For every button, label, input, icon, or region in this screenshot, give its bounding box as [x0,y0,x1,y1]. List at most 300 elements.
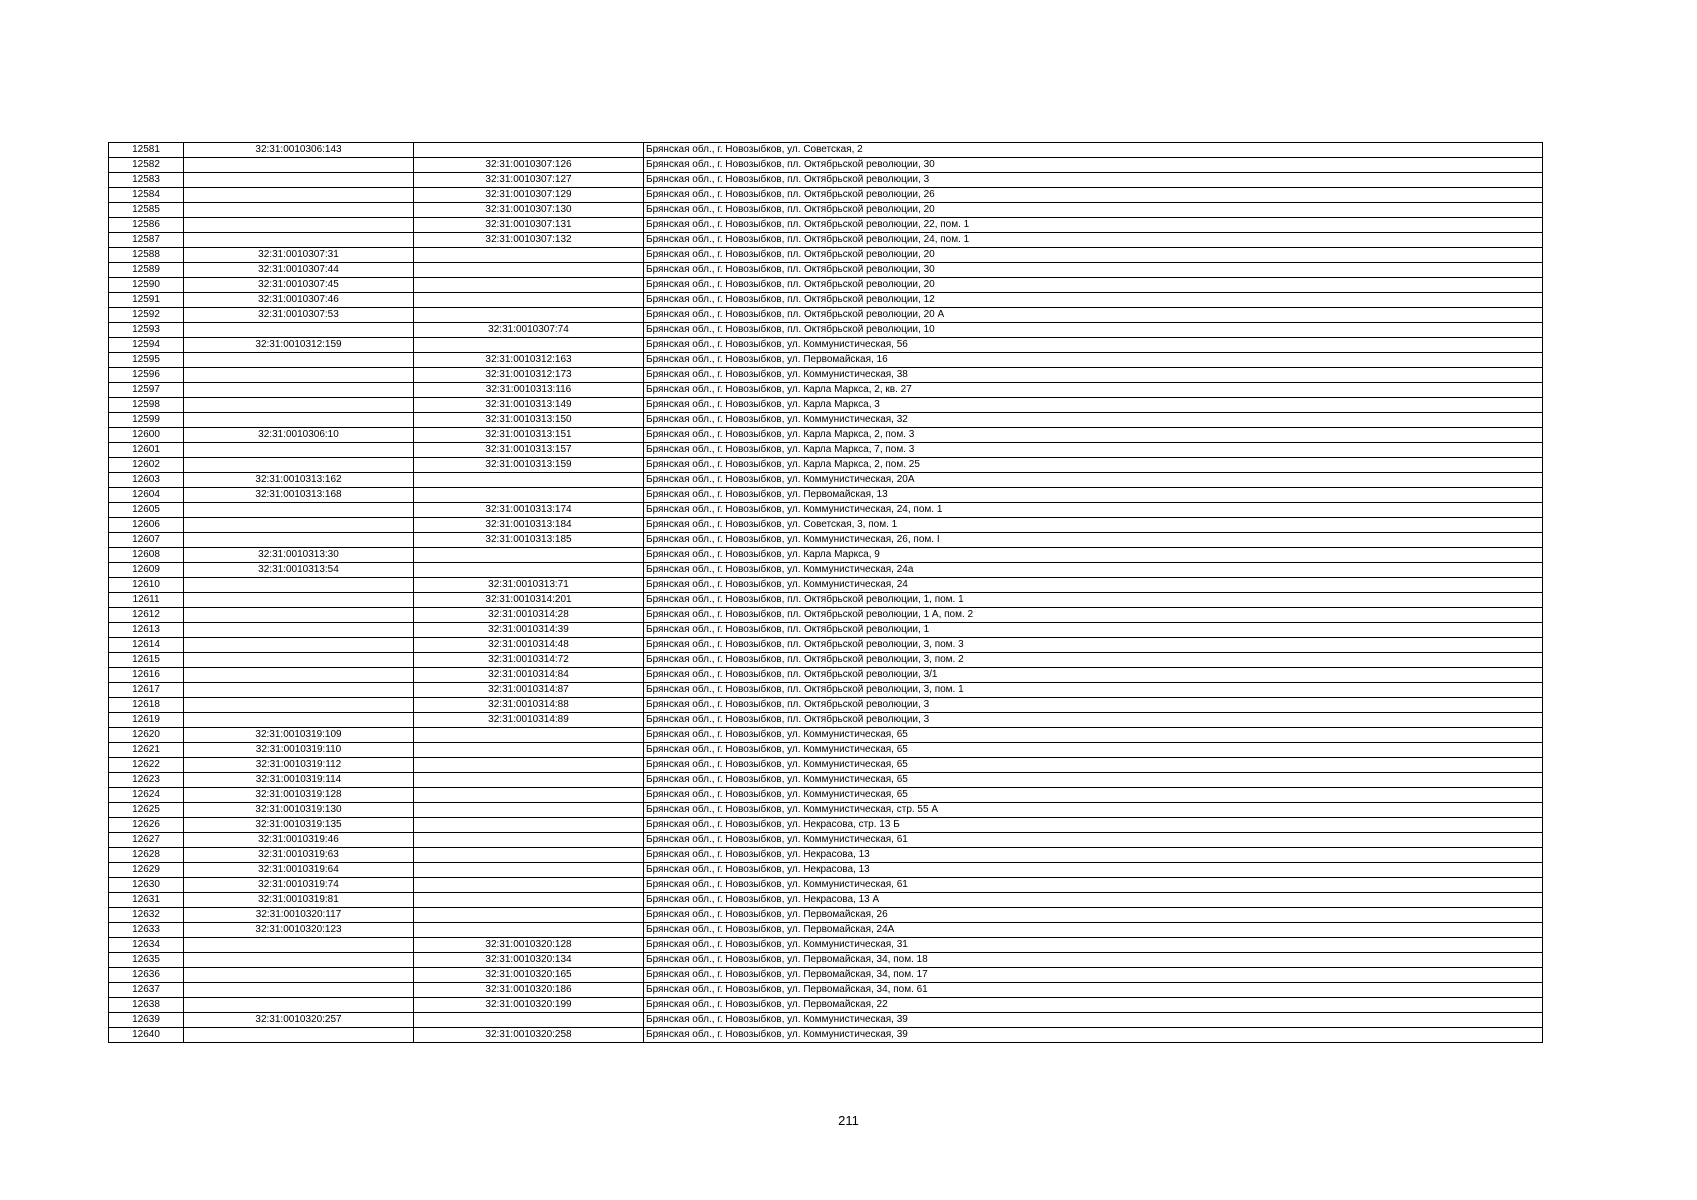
cadastral-number-alt-cell [414,833,644,848]
row-number-cell: 12627 [109,833,184,848]
table-row [109,983,1543,998]
cadastral-number-alt-cell: 32:31:0010314:48 [414,638,644,653]
address-cell: Брянская обл., г. Новозыбков, пл. Октябрьской революции, 22, пом. 1 [644,218,1543,233]
table-row [109,338,1543,353]
cadastral-number-cell: 32:31:0010319:63 [184,848,414,863]
table-row [109,683,1543,698]
table-row [109,743,1543,758]
address-cell: Брянская обл., г. Новозыбков, ул. Советская, 2 [644,143,1543,158]
cadastral-number-alt-cell [414,548,644,563]
cadastral-number-cell: 32:31:0010319:114 [184,773,414,788]
cadastral-number-cell [184,458,414,473]
address-cell: Брянская обл., г. Новозыбков, пл. Октябрьской революции, 20 [644,278,1543,293]
address-cell: Брянская обл., г. Новозыбков, ул. Первомайская, 13 [644,488,1543,503]
row-number-cell: 12599 [109,413,184,428]
address-cell: Брянская обл., г. Новозыбков, ул. Коммунистическая, 31 [644,938,1543,953]
table-row [109,1028,1543,1043]
cadastral-number-alt-cell: 32:31:0010313:149 [414,398,644,413]
address-cell: Брянская обл., г. Новозыбков, пл. Октябрьской революции, 3 [644,698,1543,713]
row-number-cell: 12612 [109,608,184,623]
table-row [109,203,1543,218]
cadastral-number-cell: 32:31:0010319:81 [184,893,414,908]
address-cell: Брянская обл., г. Новозыбков, пл. Октябрьской революции, 10 [644,323,1543,338]
table-row [109,293,1543,308]
row-number-cell: 12616 [109,668,184,683]
cadastral-number-alt-cell [414,248,644,263]
row-number-cell: 12631 [109,893,184,908]
table-row [109,563,1543,578]
cadastral-number-cell [184,173,414,188]
cadastral-number-cell [184,698,414,713]
address-cell: Брянская обл., г. Новозыбков, ул. Коммунистическая, 65 [644,743,1543,758]
cadastral-number-cell: 32:31:0010312:159 [184,338,414,353]
row-number-cell: 12619 [109,713,184,728]
cadastral-number-cell [184,233,414,248]
row-number-cell: 12595 [109,353,184,368]
cadastral-number-alt-cell [414,758,644,773]
table-row [109,533,1543,548]
cadastral-number-alt-cell [414,488,644,503]
property-registry-table [108,142,1543,1043]
cadastral-number-alt-cell: 32:31:0010313:174 [414,503,644,518]
cadastral-number-cell [184,593,414,608]
table-row [109,413,1543,428]
address-cell: Брянская обл., г. Новозыбков, пл. Октябрьской революции, 3/1 [644,668,1543,683]
row-number-cell: 12626 [109,818,184,833]
cadastral-number-cell: 32:31:0010306:10 [184,428,414,443]
row-number-cell: 12593 [109,323,184,338]
address-cell: Брянская обл., г. Новозыбков, ул. Коммунистическая, 56 [644,338,1543,353]
cadastral-number-cell: 32:31:0010307:46 [184,293,414,308]
table-row [109,698,1543,713]
cadastral-number-cell [184,683,414,698]
row-number-cell: 12620 [109,728,184,743]
row-number-cell: 12640 [109,1028,184,1043]
table-row [109,518,1543,533]
address-cell: Брянская обл., г. Новозыбков, ул. Коммунистическая, 38 [644,368,1543,383]
cadastral-number-cell [184,668,414,683]
cadastral-number-alt-cell [414,143,644,158]
table-row [109,758,1543,773]
page-number: 211 [838,1113,859,1128]
cadastral-number-alt-cell: 32:31:0010320:165 [414,968,644,983]
cadastral-number-cell: 32:31:0010306:143 [184,143,414,158]
cadastral-number-cell: 32:31:0010313:168 [184,488,414,503]
cadastral-number-alt-cell: 32:31:0010307:126 [414,158,644,173]
cadastral-number-cell [184,443,414,458]
row-number-cell: 12586 [109,218,184,233]
cadastral-number-alt-cell: 32:31:0010320:258 [414,1028,644,1043]
row-number-cell: 12629 [109,863,184,878]
cadastral-number-alt-cell [414,818,644,833]
table-row [109,158,1543,173]
cadastral-number-cell [184,653,414,668]
row-number-cell: 12596 [109,368,184,383]
cadastral-number-alt-cell: 32:31:0010313:185 [414,533,644,548]
address-cell: Брянская обл., г. Новозыбков, ул. Карла Маркса, 3 [644,398,1543,413]
cadastral-number-alt-cell: 32:31:0010313:157 [414,443,644,458]
address-cell: Брянская обл., г. Новозыбков, пл. Октябрьской революции, 30 [644,158,1543,173]
cadastral-number-alt-cell: 32:31:0010307:74 [414,323,644,338]
cadastral-number-cell: 32:31:0010313:30 [184,548,414,563]
document-page [108,142,1542,1043]
row-number-cell: 12588 [109,248,184,263]
cadastral-number-alt-cell: 32:31:0010313:116 [414,383,644,398]
address-cell: Брянская обл., г. Новозыбков, пл. Октябрьской революции, 3, пом. 3 [644,638,1543,653]
table-row [109,143,1543,158]
cadastral-number-alt-cell: 32:31:0010312:173 [414,368,644,383]
table-row [109,278,1543,293]
table-row [109,458,1543,473]
row-number-cell: 12600 [109,428,184,443]
address-cell: Брянская обл., г. Новозыбков, ул. Первомайская, 34, пом. 17 [644,968,1543,983]
address-cell: Брянская обл., г. Новозыбков, ул. Коммунистическая, 39 [644,1013,1543,1028]
cadastral-number-cell: 32:31:0010320:117 [184,908,414,923]
cadastral-number-cell: 32:31:0010319:130 [184,803,414,818]
cadastral-number-alt-cell: 32:31:0010307:131 [414,218,644,233]
cadastral-number-alt-cell [414,803,644,818]
table-row [109,803,1543,818]
table-row [109,668,1543,683]
table-row [109,308,1543,323]
cadastral-number-alt-cell: 32:31:0010307:132 [414,233,644,248]
address-cell: Брянская обл., г. Новозыбков, пл. Октябрьской революции, 1, пом. 1 [644,593,1543,608]
cadastral-number-cell [184,638,414,653]
table-row [109,323,1543,338]
address-cell: Брянская обл., г. Новозыбков, ул. Коммунистическая, 24а [644,563,1543,578]
row-number-cell: 12611 [109,593,184,608]
table-row [109,623,1543,638]
cadastral-number-alt-cell [414,728,644,743]
cadastral-number-alt-cell: 32:31:0010320:199 [414,998,644,1013]
table-row [109,863,1543,878]
address-cell: Брянская обл., г. Новозыбков, ул. Коммунистическая, 24 [644,578,1543,593]
table-row [109,818,1543,833]
address-cell: Брянская обл., г. Новозыбков, ул. Первомайская, 34, пом. 18 [644,953,1543,968]
table-row [109,353,1543,368]
address-cell: Брянская обл., г. Новозыбков, ул. Коммунистическая, 26, пом. I [644,533,1543,548]
cadastral-number-alt-cell [414,1013,644,1028]
row-number-cell: 12585 [109,203,184,218]
cadastral-number-alt-cell: 32:31:0010314:28 [414,608,644,623]
cadastral-number-alt-cell: 32:31:0010314:89 [414,713,644,728]
cadastral-number-cell [184,368,414,383]
row-number-cell: 12614 [109,638,184,653]
address-cell: Брянская обл., г. Новозыбков, ул. Первомайская, 24А [644,923,1543,938]
cadastral-number-cell: 32:31:0010319:64 [184,863,414,878]
cadastral-number-cell: 32:31:0010313:54 [184,563,414,578]
row-number-cell: 12603 [109,473,184,488]
cadastral-number-alt-cell [414,908,644,923]
table-row [109,383,1543,398]
table-row [109,548,1543,563]
row-number-cell: 12630 [109,878,184,893]
cadastral-number-cell: 32:31:0010320:123 [184,923,414,938]
cadastral-number-alt-cell: 32:31:0010307:130 [414,203,644,218]
table-row [109,428,1543,443]
address-cell: Брянская обл., г. Новозыбков, пл. Октябрьской революции, 20 А [644,308,1543,323]
table-row [109,923,1543,938]
table-row [109,503,1543,518]
cadastral-number-alt-cell [414,563,644,578]
row-number-cell: 12607 [109,533,184,548]
cadastral-number-cell [184,503,414,518]
address-cell: Брянская обл., г. Новозыбков, ул. Коммунистическая, 61 [644,878,1543,893]
address-cell: Брянская обл., г. Новозыбков, ул. Карла Маркса, 9 [644,548,1543,563]
table-row [109,368,1543,383]
address-cell: Брянская обл., г. Новозыбков, ул. Коммунистическая, 20А [644,473,1543,488]
cadastral-number-cell [184,518,414,533]
address-cell: Брянская обл., г. Новозыбков, пл. Октябрьской революции, 20 [644,203,1543,218]
row-number-cell: 12624 [109,788,184,803]
cadastral-number-cell: 32:31:0010307:44 [184,263,414,278]
cadastral-number-cell [184,398,414,413]
cadastral-number-alt-cell [414,293,644,308]
address-cell: Брянская обл., г. Новозыбков, ул. Карла Маркса, 2, кв. 27 [644,383,1543,398]
address-cell: Брянская обл., г. Новозыбков, ул. Карла Маркса, 2, пом. 25 [644,458,1543,473]
table-row [109,833,1543,848]
row-number-cell: 12636 [109,968,184,983]
row-number-cell: 12584 [109,188,184,203]
address-cell: Брянская обл., г. Новозыбков, ул. Коммунистическая, 24, пом. 1 [644,503,1543,518]
cadastral-number-alt-cell [414,338,644,353]
row-number-cell: 12613 [109,623,184,638]
cadastral-number-cell [184,578,414,593]
row-number-cell: 12604 [109,488,184,503]
table-row [109,638,1543,653]
cadastral-number-cell [184,158,414,173]
cadastral-number-alt-cell: 32:31:0010320:134 [414,953,644,968]
cadastral-number-cell: 32:31:0010307:53 [184,308,414,323]
table-row [109,773,1543,788]
table-row [109,248,1543,263]
cadastral-number-cell [184,953,414,968]
row-number-cell: 12601 [109,443,184,458]
table-row [109,788,1543,803]
cadastral-number-cell [184,1028,414,1043]
cadastral-number-alt-cell [414,308,644,323]
row-number-cell: 12634 [109,938,184,953]
table-row [109,443,1543,458]
address-cell: Брянская обл., г. Новозыбков, ул. Первомайская, 34, пом. 61 [644,983,1543,998]
address-cell: Брянская обл., г. Новозыбков, пл. Октябрьской революции, 3, пом. 1 [644,683,1543,698]
row-number-cell: 12632 [109,908,184,923]
address-cell: Брянская обл., г. Новозыбков, пл. Октябрьской революции, 30 [644,263,1543,278]
cadastral-number-alt-cell: 32:31:0010313:184 [414,518,644,533]
address-cell: Брянская обл., г. Новозыбков, ул. Коммунистическая, стр. 55 А [644,803,1543,818]
address-cell: Брянская обл., г. Новозыбков, ул. Карла Маркса, 7, пом. 3 [644,443,1543,458]
cadastral-number-alt-cell: 32:31:0010313:71 [414,578,644,593]
cadastral-number-cell [184,983,414,998]
cadastral-number-alt-cell: 32:31:0010314:201 [414,593,644,608]
table-row [109,473,1543,488]
cadastral-number-alt-cell: 32:31:0010314:72 [414,653,644,668]
row-number-cell: 12618 [109,698,184,713]
table-row [109,578,1543,593]
cadastral-number-alt-cell [414,878,644,893]
address-cell: Брянская обл., г. Новозыбков, пл. Октябрьской революции, 24, пом. 1 [644,233,1543,248]
cadastral-number-alt-cell: 32:31:0010313:150 [414,413,644,428]
table-row [109,593,1543,608]
cadastral-number-alt-cell [414,788,644,803]
cadastral-number-cell: 32:31:0010319:109 [184,728,414,743]
address-cell: Брянская обл., г. Новозыбков, пл. Октябрьской революции, 3 [644,173,1543,188]
address-cell: Брянская обл., г. Новозыбков, ул. Коммунистическая, 65 [644,788,1543,803]
cadastral-number-alt-cell [414,923,644,938]
cadastral-number-cell [184,938,414,953]
address-cell: Брянская обл., г. Новозыбков, пл. Октябрьской революции, 1 А, пом. 2 [644,608,1543,623]
address-cell: Брянская обл., г. Новозыбков, ул. Коммунистическая, 65 [644,758,1543,773]
address-cell: Брянская обл., г. Новозыбков, пл. Октябрьской революции, 12 [644,293,1543,308]
table-row [109,728,1543,743]
row-number-cell: 12615 [109,653,184,668]
row-number-cell: 12617 [109,683,184,698]
address-cell: Брянская обл., г. Новозыбков, ул. Некрасова, стр. 13 Б [644,818,1543,833]
cadastral-number-cell: 32:31:0010319:128 [184,788,414,803]
table-row [109,188,1543,203]
address-cell: Брянская обл., г. Новозыбков, ул. Карла Маркса, 2, пом. 3 [644,428,1543,443]
cadastral-number-alt-cell [414,263,644,278]
cadastral-number-alt-cell [414,278,644,293]
row-number-cell: 12609 [109,563,184,578]
table-row [109,908,1543,923]
row-number-cell: 12637 [109,983,184,998]
address-cell: Брянская обл., г. Новозыбков, пл. Октябрьской революции, 1 [644,623,1543,638]
row-number-cell: 12598 [109,398,184,413]
table-row [109,398,1543,413]
address-cell: Брянская обл., г. Новозыбков, ул. Коммунистическая, 65 [644,773,1543,788]
row-number-cell: 12633 [109,923,184,938]
table-row [109,1013,1543,1028]
row-number-cell: 12625 [109,803,184,818]
table-row [109,233,1543,248]
cadastral-number-alt-cell: 32:31:0010314:88 [414,698,644,713]
table-row [109,848,1543,863]
cadastral-number-alt-cell [414,773,644,788]
row-number-cell: 12623 [109,773,184,788]
row-number-cell: 12587 [109,233,184,248]
row-number-cell: 12622 [109,758,184,773]
address-cell: Брянская обл., г. Новозыбков, ул. Коммунистическая, 32 [644,413,1543,428]
table-row [109,488,1543,503]
table-row [109,608,1543,623]
cadastral-number-alt-cell: 32:31:0010320:128 [414,938,644,953]
row-number-cell: 12590 [109,278,184,293]
row-number-cell: 12606 [109,518,184,533]
row-number-cell: 12583 [109,173,184,188]
address-cell: Брянская обл., г. Новозыбков, ул. Некрасова, 13 [644,848,1543,863]
cadastral-number-alt-cell: 32:31:0010314:39 [414,623,644,638]
row-number-cell: 12592 [109,308,184,323]
cadastral-number-cell [184,533,414,548]
cadastral-number-cell [184,323,414,338]
cadastral-number-cell: 32:31:0010319:46 [184,833,414,848]
address-cell: Брянская обл., г. Новозыбков, ул. Коммунистическая, 65 [644,728,1543,743]
address-cell: Брянская обл., г. Новозыбков, ул. Первомайская, 22 [644,998,1543,1013]
cadastral-number-alt-cell: 32:31:0010313:151 [414,428,644,443]
address-cell: Брянская обл., г. Новозыбков, пл. Октябрьской революции, 3, пом. 2 [644,653,1543,668]
address-cell: Брянская обл., г. Новозыбков, ул. Первомайская, 26 [644,908,1543,923]
cadastral-number-cell [184,623,414,638]
cadastral-number-alt-cell: 32:31:0010312:163 [414,353,644,368]
cadastral-number-cell [184,353,414,368]
address-cell: Брянская обл., г. Новозыбков, пл. Октябрьской революции, 20 [644,248,1543,263]
row-number-cell: 12621 [109,743,184,758]
cadastral-number-alt-cell [414,473,644,488]
cadastral-number-cell: 32:31:0010319:135 [184,818,414,833]
table-row [109,968,1543,983]
cadastral-number-cell [184,713,414,728]
cadastral-number-cell [184,968,414,983]
row-number-cell: 12591 [109,293,184,308]
row-number-cell: 12605 [109,503,184,518]
cadastral-number-cell: 32:31:0010307:45 [184,278,414,293]
row-number-cell: 12597 [109,383,184,398]
cadastral-number-alt-cell: 32:31:0010313:159 [414,458,644,473]
row-number-cell: 12594 [109,338,184,353]
cadastral-number-cell: 32:31:0010320:257 [184,1013,414,1028]
table-row [109,938,1543,953]
table-row [109,713,1543,728]
row-number-cell: 12639 [109,1013,184,1028]
cadastral-number-cell: 32:31:0010319:112 [184,758,414,773]
cadastral-number-cell [184,218,414,233]
address-cell: Брянская обл., г. Новозыбков, ул. Советская, 3, пом. 1 [644,518,1543,533]
cadastral-number-alt-cell [414,743,644,758]
table-row [109,878,1543,893]
table-row [109,263,1543,278]
cadastral-number-cell [184,998,414,1013]
cadastral-number-cell: 32:31:0010319:74 [184,878,414,893]
row-number-cell: 12602 [109,458,184,473]
row-number-cell: 12608 [109,548,184,563]
table-row [109,218,1543,233]
table-row [109,893,1543,908]
cadastral-number-cell [184,608,414,623]
cadastral-number-cell [184,413,414,428]
cadastral-number-alt-cell: 32:31:0010314:87 [414,683,644,698]
row-number-cell: 12628 [109,848,184,863]
row-number-cell: 12635 [109,953,184,968]
table-row [109,953,1543,968]
cadastral-number-alt-cell: 32:31:0010307:127 [414,173,644,188]
table-row [109,998,1543,1013]
row-number-cell: 12589 [109,263,184,278]
row-number-cell: 12581 [109,143,184,158]
address-cell: Брянская обл., г. Новозыбков, ул. Некрасова, 13 А [644,893,1543,908]
address-cell: Брянская обл., г. Новозыбков, ул. Первомайская, 16 [644,353,1543,368]
address-cell: Брянская обл., г. Новозыбков, пл. Октябрьской революции, 3 [644,713,1543,728]
cadastral-number-cell [184,383,414,398]
cadastral-number-alt-cell: 32:31:0010320:186 [414,983,644,998]
row-number-cell: 12610 [109,578,184,593]
address-cell: Брянская обл., г. Новозыбков, ул. Коммунистическая, 39 [644,1028,1543,1043]
cadastral-number-cell: 32:31:0010307:31 [184,248,414,263]
cadastral-number-alt-cell [414,893,644,908]
cadastral-number-cell: 32:31:0010313:162 [184,473,414,488]
cadastral-number-cell [184,203,414,218]
cadastral-number-alt-cell [414,863,644,878]
cadastral-number-alt-cell: 32:31:0010314:84 [414,668,644,683]
row-number-cell: 12582 [109,158,184,173]
address-cell: Брянская обл., г. Новозыбков, ул. Коммунистическая, 61 [644,833,1543,848]
address-cell: Брянская обл., г. Новозыбков, пл. Октябрьской революции, 26 [644,188,1543,203]
row-number-cell: 12638 [109,998,184,1013]
table-row [109,653,1543,668]
address-cell: Брянская обл., г. Новозыбков, ул. Некрасова, 13 [644,863,1543,878]
cadastral-number-cell [184,188,414,203]
cadastral-number-cell: 32:31:0010319:110 [184,743,414,758]
